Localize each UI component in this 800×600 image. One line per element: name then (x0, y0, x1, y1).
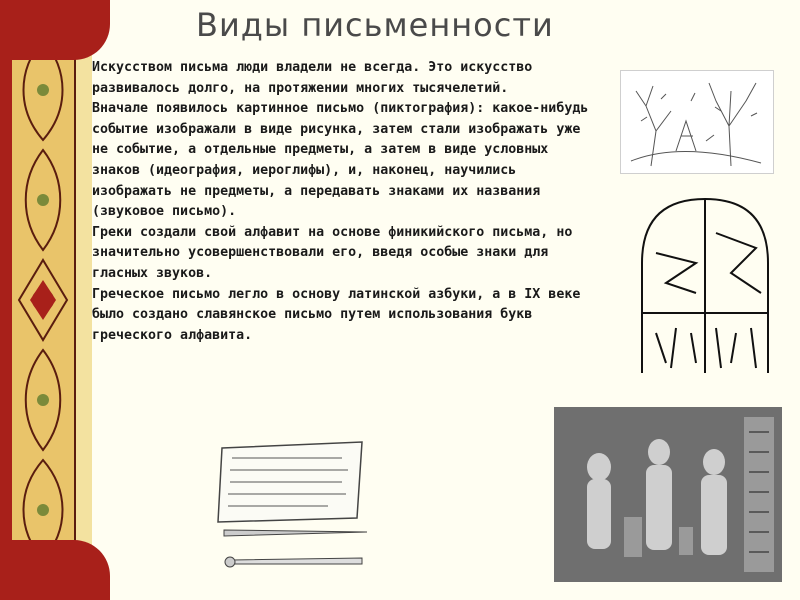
slide-title: Виды письменности (196, 6, 554, 44)
tablet-stylus-image (212, 440, 372, 596)
corner-ornament-bottom (0, 540, 110, 600)
border-ornament-band (12, 0, 74, 600)
birch-tablet-icon (212, 440, 372, 596)
pictograph-image (620, 70, 774, 174)
border-ornament-icon (12, 0, 74, 600)
ideograph-image (636, 193, 774, 376)
corner-ornament-top (0, 0, 110, 60)
cylinder-seal-relief-icon (554, 407, 782, 582)
relief-photo (554, 407, 782, 582)
ideograph-writing-icon (636, 193, 774, 376)
ornamental-border (0, 0, 92, 600)
slide-body-text: Искусством письма люди владели не всегда. Это искусство развивалось долго, на протяжении многих тысячелетий. Вначале появилось картинное письмо (пиктография): какое-нибудь событие изображали в виде рисунка, затем стали изображать уже не событие, а отдельные предметы, а затем в виде условных знаков (идеография, иероглифы), и, наконец, научились изображать не предметы, а передавать знаками их названия (звуковое письмо). Греки создали свой алфавит на основе финикийского письма, но значительно усовершенствовали его, введя особые знаки для гласных звуков. Греческое письмо легло в основу латинской азбуки, а в IX веке было создано славянское письмо путем использования букв греческого алфавита. (92, 60, 589, 343)
pictograph-tree-icon (621, 71, 773, 173)
border-edge (74, 0, 92, 600)
